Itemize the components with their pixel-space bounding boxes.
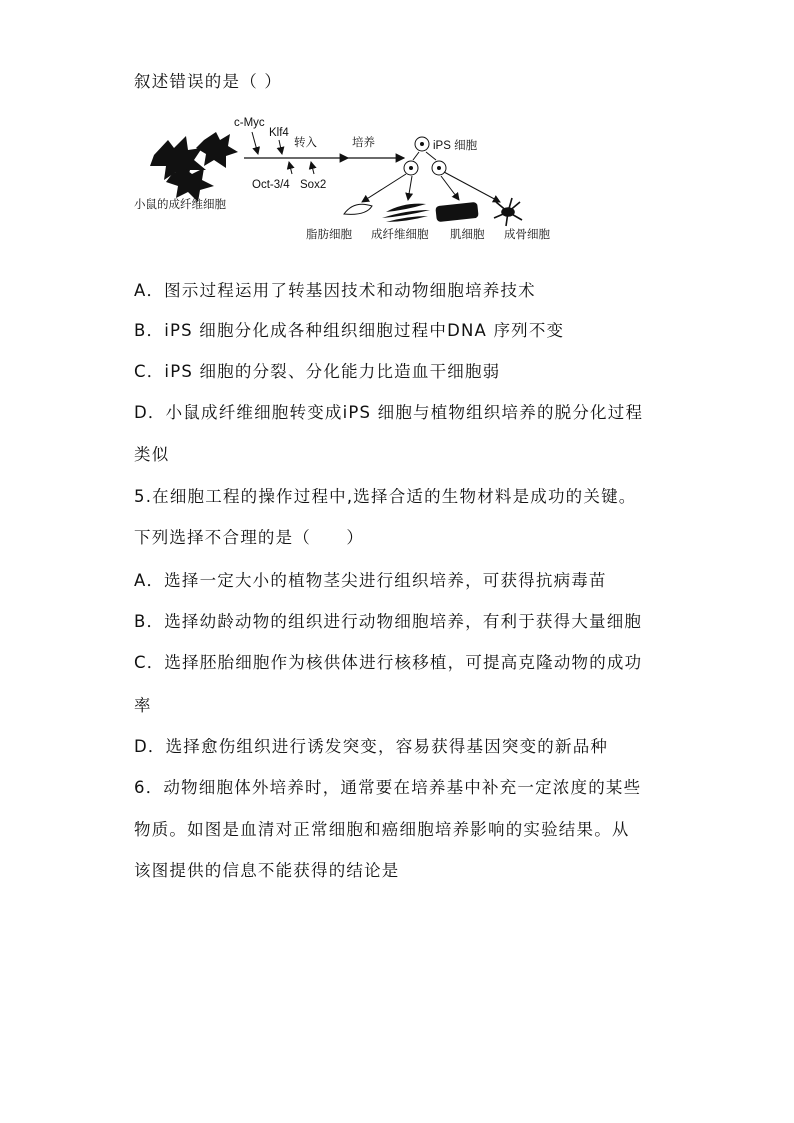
option-b: B．iPS 细胞分化成各种组织细胞过程中DNA 序列不变 [134,321,565,340]
question-stem-line: 叙述错误的是（ ） [134,72,283,91]
ips-cell-label: iPS 细胞 [433,140,478,152]
gene-label: Oct-3/4 [252,179,290,191]
option-a: A．图示过程运用了转基因技术和动物细胞培养技术 [134,281,536,300]
question-6-stem: 物质。如图是血清对正常细胞和癌细胞培养影响的实验结果。从 [134,820,630,839]
derived-cell-label: 肌细胞 [450,229,485,241]
derived-cell-label: 成骨细胞 [504,229,550,241]
option-d: D．小鼠成纤维细胞转变成iPS 细胞与植物组织培养的脱分化过程 [134,403,644,422]
question-6-stem: 6．动物细胞体外培养时，通常要在培养基中补充一定浓度的某些 [134,778,642,797]
gene-label: c-Myc [234,117,265,129]
option-c-continued: 率 [134,696,152,715]
culture-label: 培养 [352,137,375,149]
derived-cell-label: 脂肪细胞 [306,229,352,241]
source-cell-label: 小鼠的成纤维细胞 [134,199,226,211]
option-d: D．选择愈伤组织进行诱发突变，容易获得基因突变的新品种 [134,737,609,756]
muscle-cell-icon [435,202,478,222]
question-5-stem: 5.在细胞工程的操作过程中,选择合适的生物材料是成功的关键。 [134,487,637,506]
option-a: A．选择一定大小的植物茎尖进行组织培养，可获得抗病毒苗 [134,571,607,590]
question-5-stem: 下列选择不合理的是（ ） [134,528,365,547]
option-b: B．选择幼龄动物的组织进行动物细胞培养，有利于获得大量细胞 [134,612,643,631]
option-c: C．选择胚胎细胞作为核供体进行核移植，可提高克隆动物的成功 [134,653,643,672]
fat-cell-icon [344,204,372,214]
bone-cell-icon [494,198,522,226]
fibroblast-cells-icon [150,132,238,202]
fibroblast-derived-icon [382,204,430,222]
derived-cell-label: 成纤维细胞 [371,229,429,241]
option-c: C．iPS 细胞的分裂、分化能力比造血干细胞弱 [134,362,501,381]
gene-label: Klf4 [269,127,289,139]
ips-diagram [134,110,574,250]
transfer-label: 转入 [294,137,317,149]
gene-label: Sox2 [300,179,327,191]
option-d-continued: 类似 [134,445,170,464]
question-6-stem: 该图提供的信息不能获得的结论是 [134,861,400,880]
